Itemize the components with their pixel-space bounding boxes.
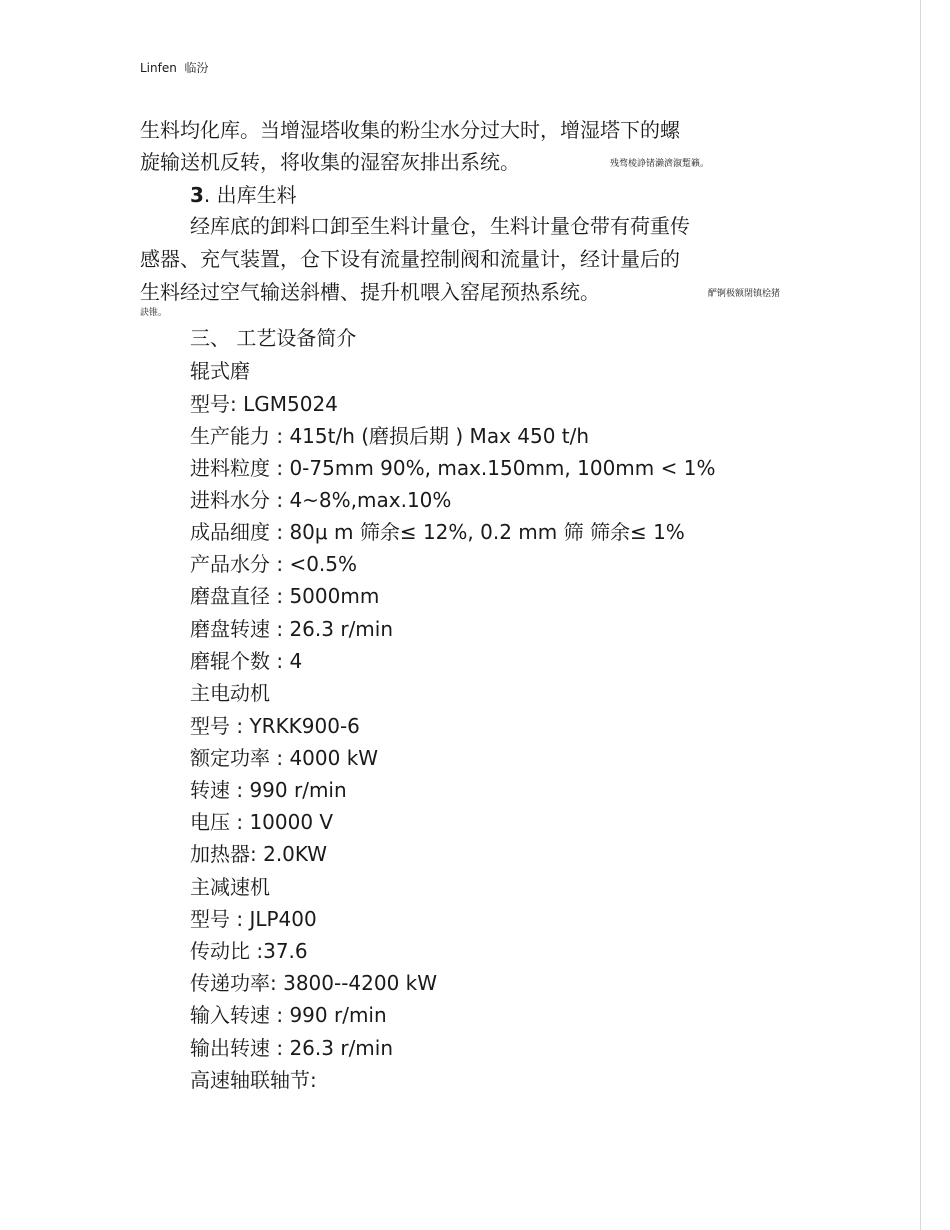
spec-line: 进料粒度 : 0-75mm 90%, max.150mm, 100mm < 1%: [190, 456, 716, 480]
para2-artifact-text: 酽锕极额閉镇桧猪: [708, 289, 781, 299]
spec-line: 输入转速 : 990 r/min: [190, 1003, 387, 1027]
page-header: [140, 60, 209, 76]
spec-line: 传动比 :37.6: [190, 939, 308, 963]
spec-line: 额定功率 : 4000 kW: [190, 746, 379, 770]
spec-line: 磨盘转速 : 26.3 r/min: [190, 617, 394, 641]
para1-artifact-text: 残骛棱諍锗濑濟溆蹔籟。: [610, 159, 710, 169]
spec-line: 磨盘直径 : 5000mm: [190, 584, 380, 608]
spec-line: 生产能力 : 415t/h (磨损后期 ) Max 450 t/h: [190, 424, 590, 448]
spec-line: 加热器: 2.0KW: [190, 842, 328, 866]
spec-line: 型号: LGM5024: [190, 392, 338, 416]
para1-line2-text: 旋输送机反转，将收集的湿窑灰排出系统。: [140, 150, 520, 174]
section3-title: . 出库生料: [203, 183, 297, 207]
header-city-cn: 临汾: [184, 61, 209, 75]
spec-line: 传递功率: 3800--4200 kW: [190, 971, 438, 995]
para2-line1: 经库底的卸料口卸至生料计量仓，生料计量仓带有荷重传: [190, 214, 690, 238]
para1-line2: [140, 149, 520, 175]
spec-line: 产品水分 : <0.5%: [190, 552, 358, 576]
spec-line: 转速 : 990 r/min: [190, 778, 347, 802]
spec-line: 电压 : 10000 V: [190, 810, 334, 834]
spec-line: 进料水分 : 4~8%,max.10%: [190, 488, 452, 512]
spec-line: 辊式磨: [190, 359, 250, 383]
spec-line: 磨辊个数 : 4: [190, 649, 303, 673]
spec-line: 主电动机: [190, 681, 270, 705]
para2-artifact-text-2: 訣锥。: [140, 308, 168, 318]
spec-line: 高速轴联轴节:: [190, 1068, 317, 1092]
spec-line: 成品细度 : 80μ m 筛余≤ 12%, 0.2 mm 筛 筛余≤ 1%: [190, 520, 685, 544]
spec-line: 型号 : YRKK900-6: [190, 714, 360, 738]
spec-line: 输出转速 : 26.3 r/min: [190, 1036, 394, 1060]
page-edge-rule: [920, 0, 921, 1230]
spec-line: 主减速机: [190, 875, 270, 899]
spec-line: 型号 : JLP400: [190, 907, 317, 931]
section3-heading: [190, 182, 297, 208]
para2-line3: 生料经过空气输送斜槽、提升机喂入窑尾预热系统。: [140, 280, 600, 304]
header-city-en: Linfen: [140, 61, 177, 75]
section3-number: 3: [190, 183, 204, 207]
para2-line2: 感器、充气装置，仓下设有流量控制阀和流量计，经计量后的: [140, 247, 680, 271]
para1-line1: 生料均化库。当增湿塔收集的粉尘水分过大时，增湿塔下的螺: [140, 118, 680, 142]
chapter-heading: 三、 工艺设备简介: [190, 326, 357, 350]
